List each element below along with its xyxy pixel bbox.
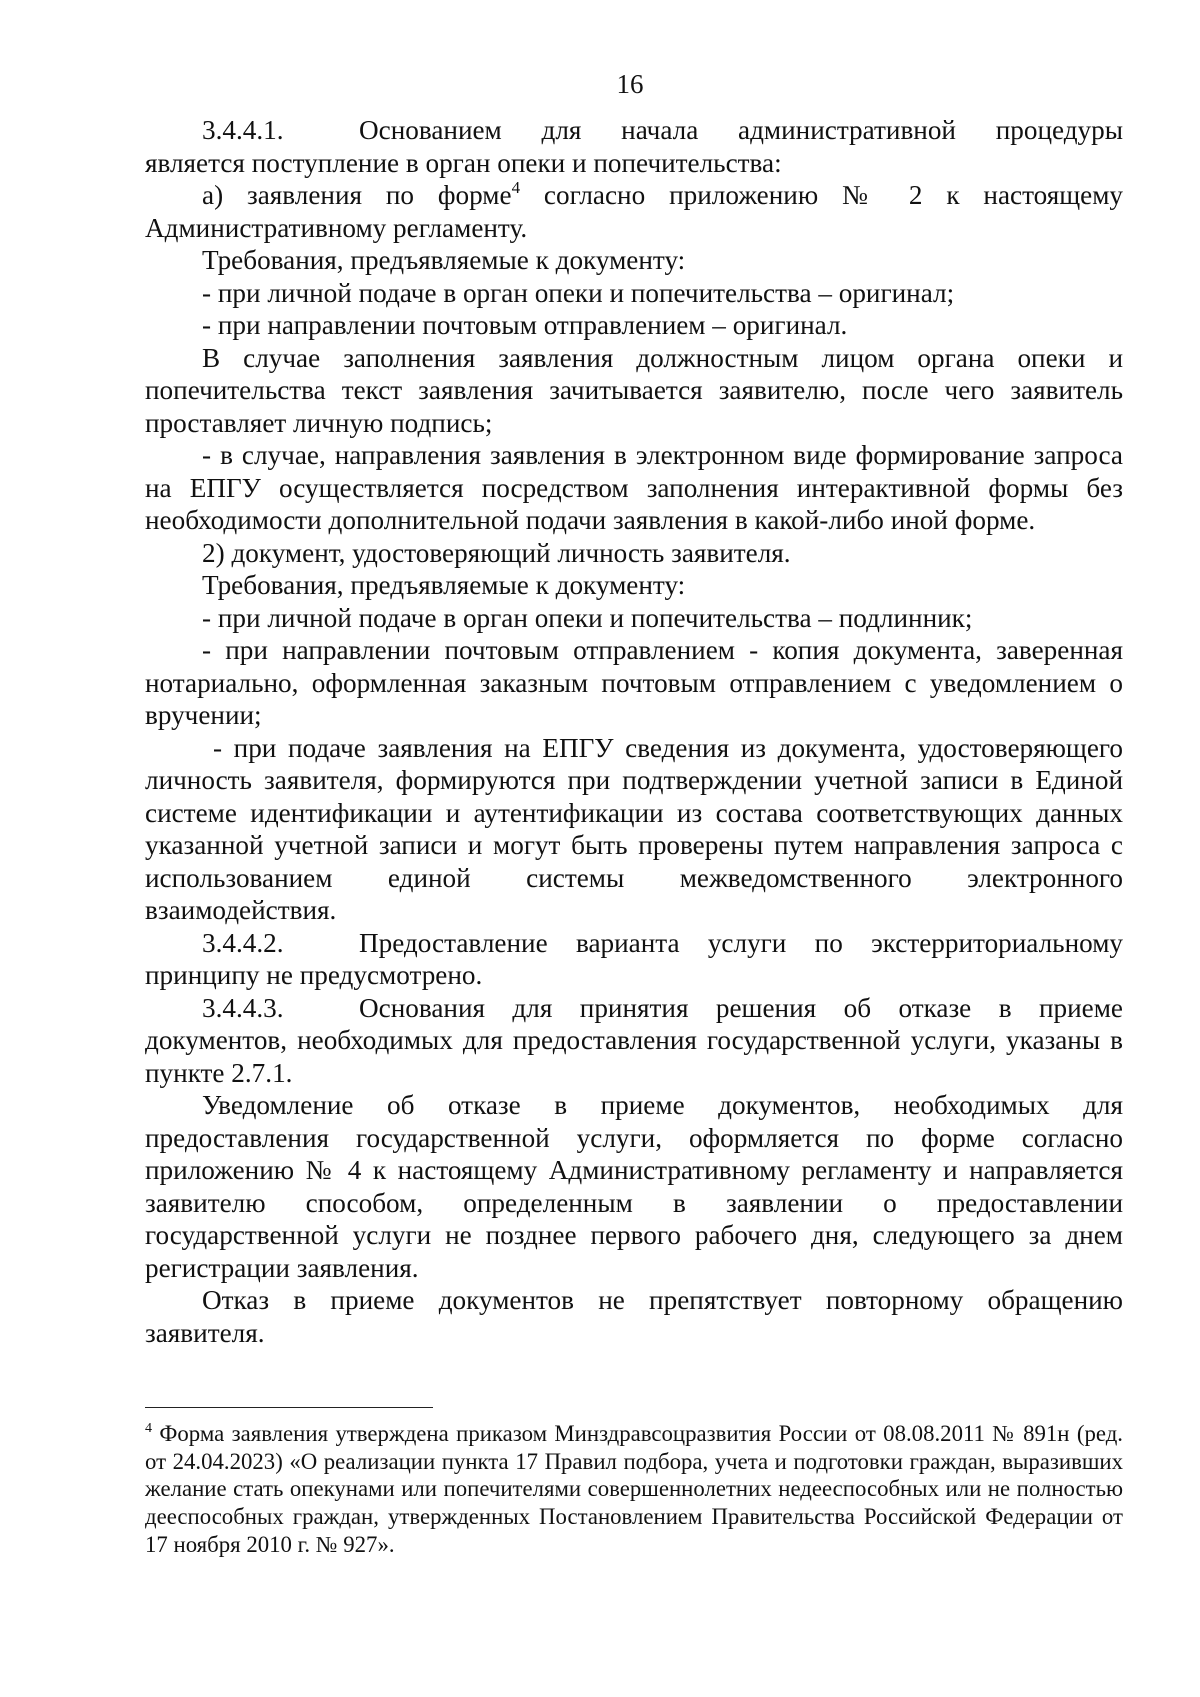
footnote bbox=[145, 1420, 1123, 1559]
document-body bbox=[145, 114, 1123, 1349]
paragraph-3-4-4-1-rest: является поступление в орган опеки и попечительства: bbox=[145, 147, 782, 178]
page-number: 16 bbox=[616, 69, 644, 99]
list-item-electronic-submission: - в случае, направления заявления в электронном виде формирование запроса на ЕПГУ осуществляется посредством заполнения интерактивной формы без необходимости дополнительной подачи заявления в какой-либо иной форме. bbox=[145, 440, 1123, 535]
paragraph-refusal-notice: Уведомление об отказе в приеме документов, необходимых для предоставления государственной услуги, оформляется по форме согласно приложению № 4 к настоящему Административному регламенту и направляется заявителю способом, определенным в заявлении о предоставлении государственной услуги не позднее первого рабочего дня, следующего за днем регистрации заявления. bbox=[145, 1090, 1123, 1283]
footnote-mark: 4 bbox=[145, 1421, 152, 1436]
paragraph-identity-document: 2) документ, удостоверяющий личность заявителя. bbox=[202, 537, 791, 568]
paragraph-3-4-4-3-rest: документов, необходимых для предоставления государственной услуги, указаны в пункте 2.7.1. bbox=[145, 1025, 1123, 1088]
footnote-text-block bbox=[145, 1420, 1123, 1559]
paragraph-official-filling: В случае заполнения заявления должностным лицом органа опеки и попечительства текст заявления зачитывается заявителю, после чего заявитель проставляет личную подпись; bbox=[145, 342, 1123, 438]
list-item-epgu-identity: - при подаче заявления на ЕПГУ сведения из документа, удостоверяющего личность заявителя, формируются при подтверждении учетной записи в Единой системе идентификации и аутентификации из состава соответствующих данных указанной учетной записи и могут быть проверены путем направления запроса с использованием единой системы межведомственного электронного взаимодействия. bbox=[145, 732, 1123, 925]
paragraph-3-4-4-3-first-line: 3.4.4.3. Основания для принятия решения об отказе в приеме bbox=[202, 992, 1123, 1023]
list-item-personal-original: - при личной подаче в орган опеки и попечительства – подлинник; bbox=[202, 602, 973, 633]
paragraph-3-4-4-1-first-line: 3.4.4.1. Основанием для начала административной процедуры bbox=[202, 115, 1123, 145]
clause-number: 3.4.4.1. bbox=[202, 115, 284, 145]
clause-number: 3.4.4.2. bbox=[202, 927, 284, 958]
paragraph-requirements-2: Требования, предъявляемые к документу: bbox=[202, 570, 686, 600]
paragraph-3-4-4-2-rest: принципу не предусмотрено. bbox=[145, 960, 483, 990]
paragraph-application-form: а) заявления по форме$^4$ согласно приложению № 2 к настоящему Административному регламенту. bbox=[145, 178, 1123, 243]
list-item-postal-copy: - при направлении почтовым отправлением - копия документа, заверенная нотариально, оформленная заказным почтовым отправлением с уведомлением о вручении; bbox=[145, 635, 1123, 730]
clause-number: 3.4.4.3. bbox=[202, 992, 284, 1023]
list-item-postal-submission: - при направлении почтовым отправлением – оригинал. bbox=[202, 310, 848, 340]
paragraph-3-4-4-2-first-line: 3.4.4.2. Предоставление варианта услуги по экстерриториальному bbox=[202, 927, 1123, 958]
paragraph-requirements: Требования, предъявляемые к документу: bbox=[202, 245, 686, 275]
paragraph-refusal-no-obstacle: Отказ в приеме документов не препятствует повторному обращению заявителя. bbox=[145, 1285, 1123, 1348]
footnote-separator bbox=[145, 1407, 433, 1408]
footnote-reference[interactable]: 4 bbox=[511, 178, 521, 197]
footnote-text: Форма заявления утверждена приказом Минздравсоцразвития России от 08.08.2011 № 891н (ред. от 24.04.2023) «О реализации пункта 17 Правил подбора, учета и подготовки граждан, выразивших желание стать опекунами или попечителями совершеннолетних недееспособных или не полностью дееспособных граждан, утвержденных Постановлением Правительства Российской Федерации от 17 ноября 2010 г. № 927». bbox=[145, 1421, 1123, 1557]
list-item-personal-submission: - при личной подаче в орган опеки и попечительства – оригинал; bbox=[202, 277, 955, 308]
